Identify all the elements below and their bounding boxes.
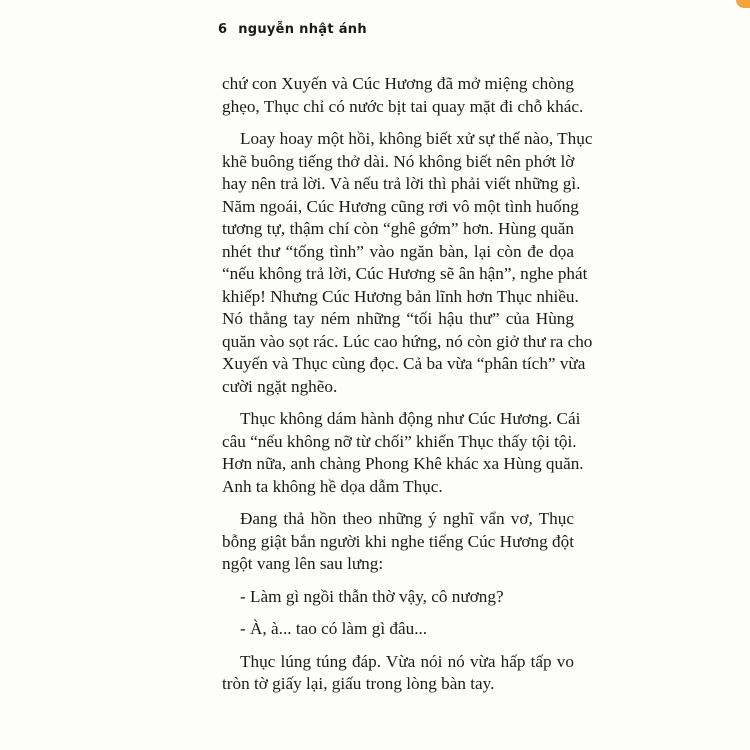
text-line: Thục không dám hành động như Cúc Hương. Cái (240, 409, 581, 428)
text-line: Thục lúng túng đáp. Vừa nói nó vừa hấp tấp vo (240, 651, 574, 671)
paragraph (222, 408, 584, 498)
text-line: Loay hoay một hồi, không biết xử sự thế nào, Thục (240, 129, 593, 148)
page-number: 6 (218, 22, 228, 37)
running-header (218, 22, 367, 37)
text-line: Nó thẳng tay ném những “tối hậu thư” của Hùng (222, 309, 574, 328)
paragraph (222, 73, 584, 118)
dialogue-line: - Làm gì ngồi thẫn thờ vậy, cô nương? (240, 586, 504, 606)
text-line: Anh ta không hề dọa dẫm Thục. (222, 476, 443, 496)
text-line: “nếu không trả lời, Cúc Hương sẽ ân hận”, nghe phát (222, 264, 588, 283)
text-line: cười ngặt nghẽo. (222, 376, 338, 396)
text-line: Xuyến và Thục cùng đọc. Cả ba vừa “phân tích” vừa (222, 354, 586, 373)
text-line: Hơn nữa, anh chàng Phong Khê khác xa Hùng quăn. (222, 454, 584, 473)
text-line: nhét thư “tống tình” vào ngăn bàn, lại còn đe dọa (222, 241, 574, 261)
text-line: tương tự, thậm chí còn “ghê gớm” hơn. Hùng quăn (222, 219, 574, 238)
text-line: Đang thả hồn theo những ý nghĩ vẩn vơ, Thục (240, 509, 574, 528)
text-line: quăn vào sọt rác. Lúc cao hứng, nó còn giở thư ra cho (222, 331, 593, 351)
text-line: ngột vang lên sau lưng: (222, 554, 384, 573)
corner-mark (736, 0, 750, 8)
dialogue-line: - À, à... tao có làm gì đâu... (240, 619, 428, 638)
text-line: khiếp! Nhưng Cúc Hương bản lĩnh hơn Thục nhiều. (222, 286, 579, 306)
text-line: câu “nếu không nỡ từ chối” khiến Thục thấy tội tội. (222, 431, 577, 451)
text-line: chứ con Xuyến và Cúc Hương đã mở miệng chòng (222, 74, 574, 93)
paragraph (222, 128, 593, 398)
paragraph (222, 651, 574, 696)
text-line: ghẹo, Thục chỉ có nước bịt tai quay mặt đi chỗ khác. (222, 96, 584, 116)
author-name: nguyễn nhật ánh (238, 22, 367, 37)
page-body (222, 73, 593, 706)
text-line: bỗng giật bắn người khi nghe tiếng Cúc Hương đột (222, 531, 574, 551)
paragraph (222, 508, 574, 576)
text-line: tròn tờ giấy lại, giấu trong lòng bàn tay. (222, 674, 495, 693)
text-line: hay nên trả lời. Và nếu trả lời thì phải viết những gì. (222, 174, 581, 193)
text-line: Năm ngoái, Cúc Hương cũng rơi vô một tình huống (222, 196, 579, 216)
text-line: khẽ buông tiếng thở dài. Nó không biết nên phớt lờ (222, 151, 575, 171)
